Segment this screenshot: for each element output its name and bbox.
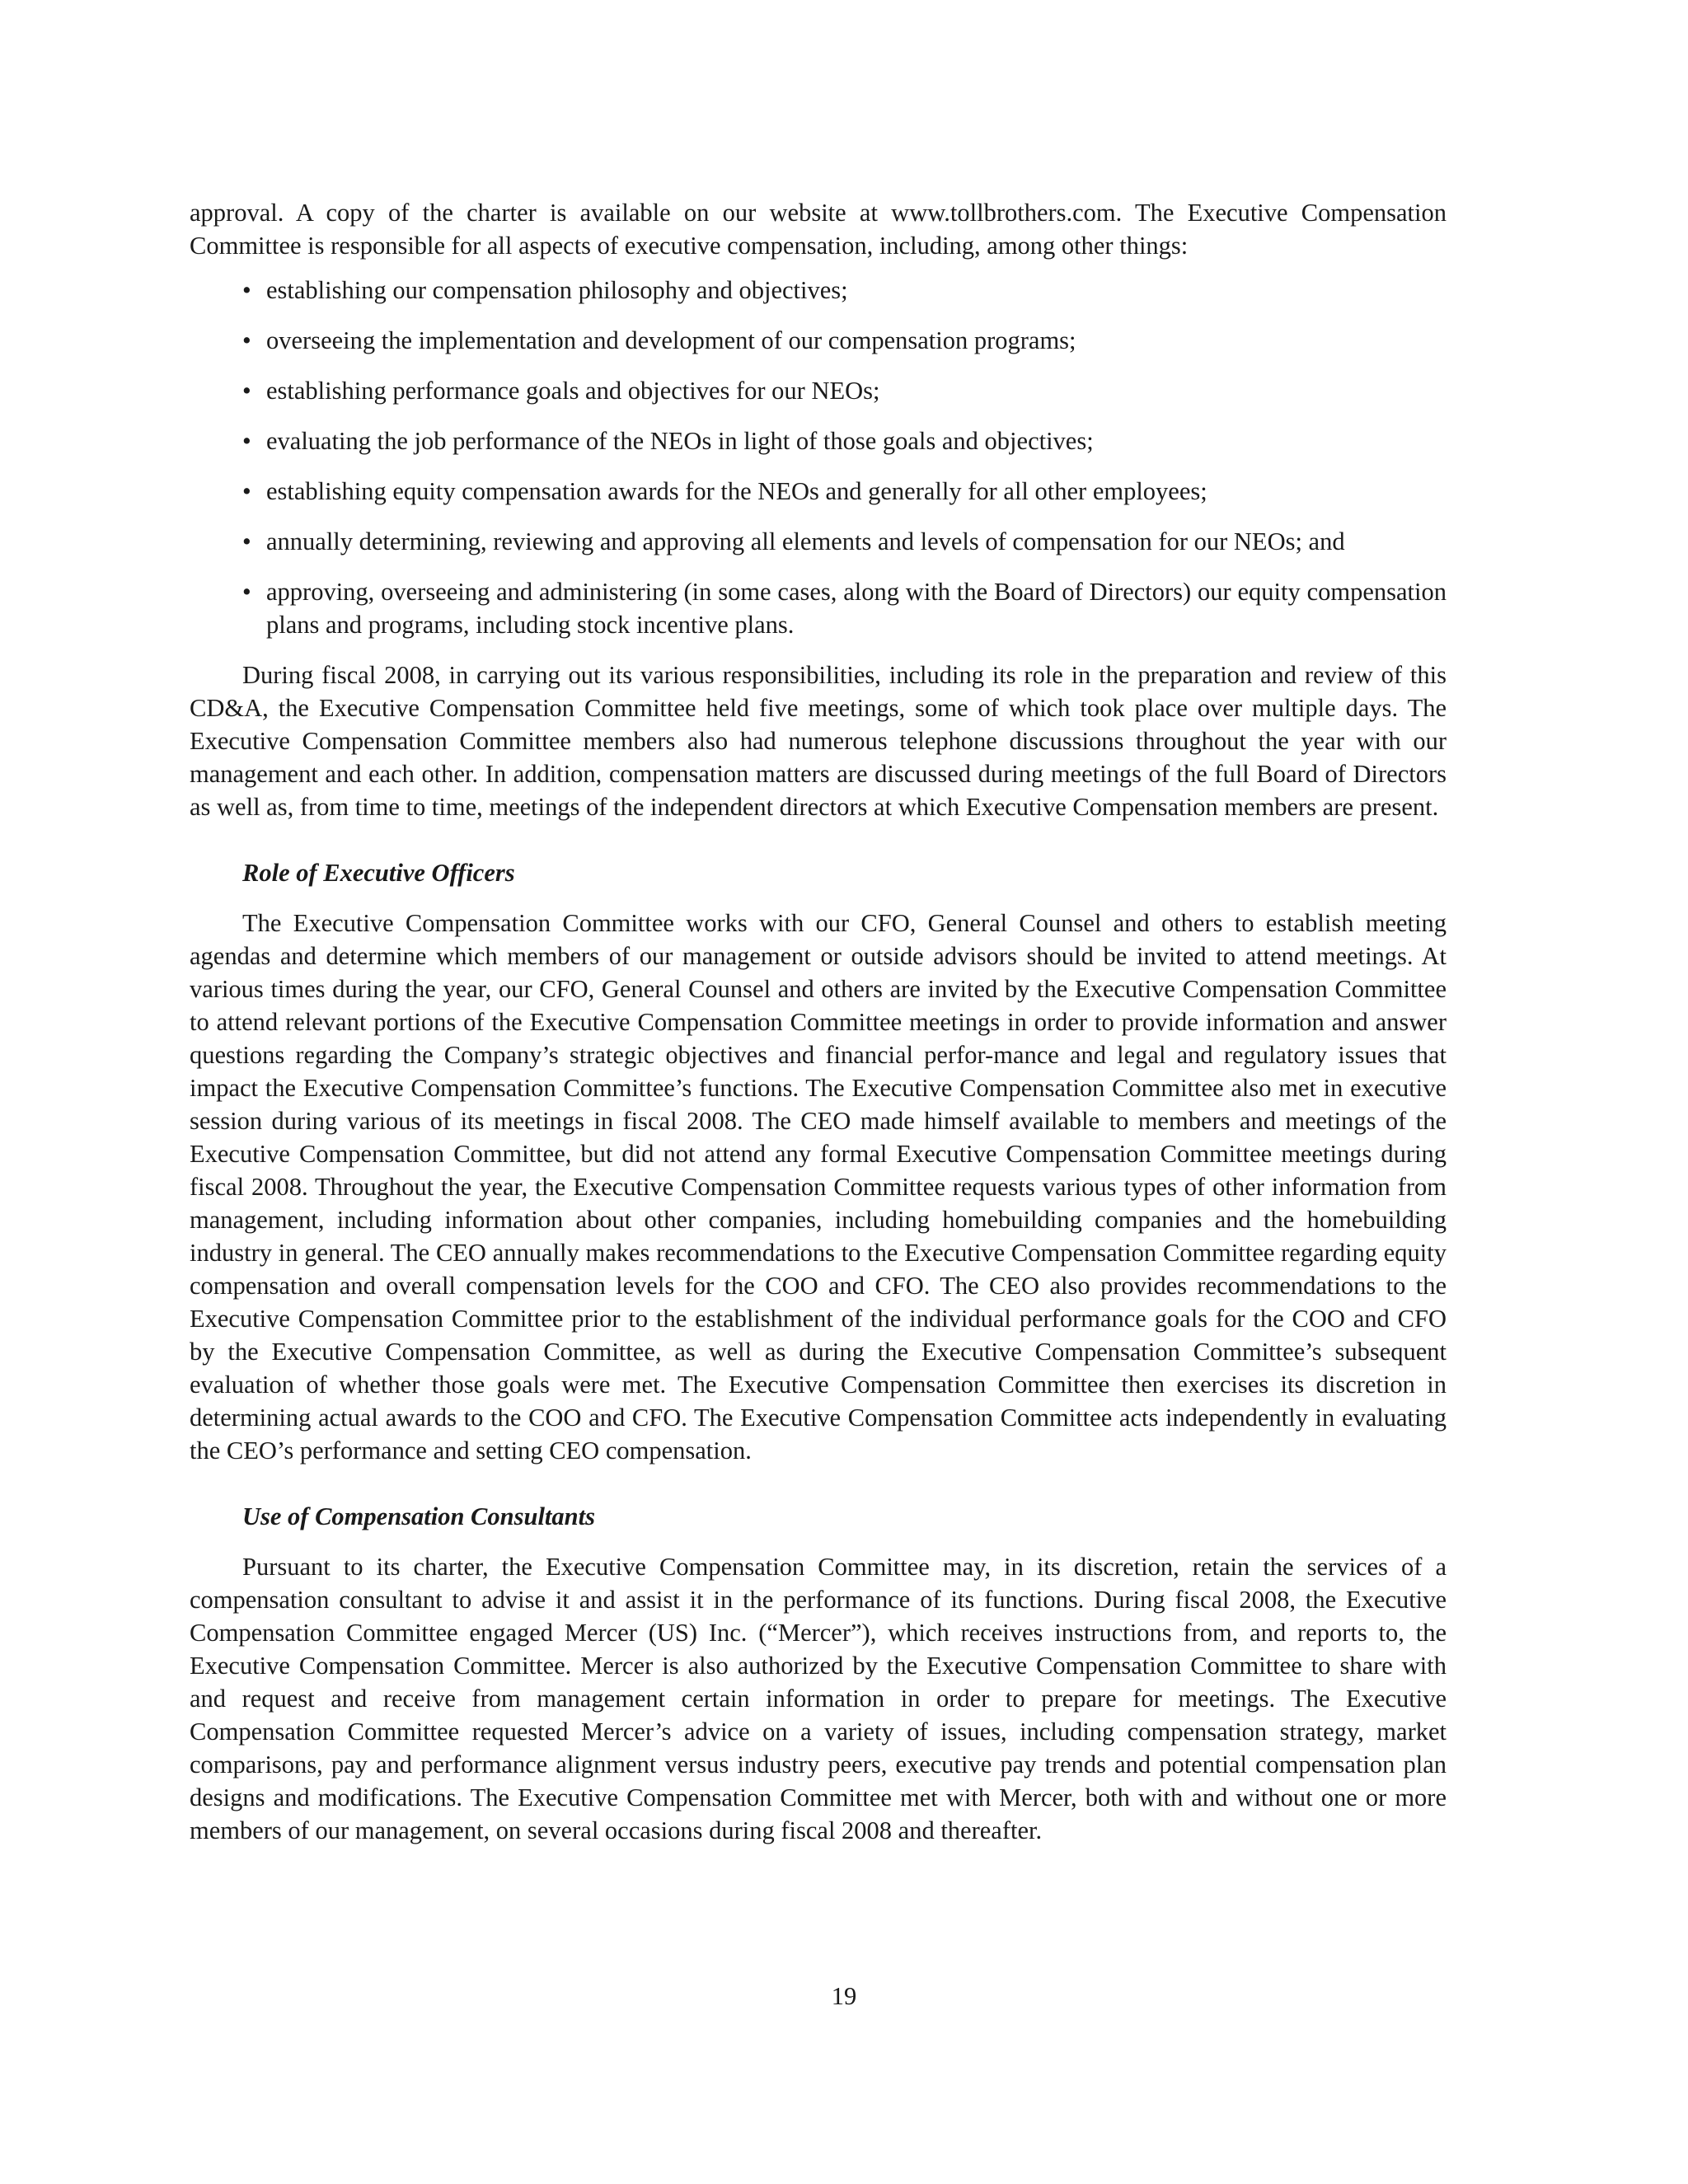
list-item <box>190 575 1447 641</box>
responsibilities-list <box>190 274 1447 641</box>
list-item-text: evaluating the job performance of the NEOs in light of those goals and objectives; <box>266 427 1094 455</box>
list-item <box>190 424 1447 457</box>
page-number: 19 <box>831 1982 857 2010</box>
list-item <box>190 324 1447 357</box>
intro-paragraph: approval. A copy of the charter is available on our website at www.tollbrothers.com. The Executive Compensation Committee is responsible for all aspects of executive compensation, including, among other things: <box>190 199 1447 260</box>
bullet-icon: • <box>242 276 251 304</box>
list-item-text: overseeing the implementation and development of our compensation programs; <box>266 326 1076 354</box>
bullet-icon: • <box>242 427 251 455</box>
compensation-consultants-paragraph: Pursuant to its charter, the Executive Compensation Committee may, in its discretion, retain the services of a compensation consultant to advise it and assist it in the performance of its functions. During fiscal 2008, the Executive Compensation Committee engaged Mercer (US) Inc. (“Mercer”), which receives instructions from, and reports to, the Executive Compensation Committee. Mercer is also authorized by the Executive Compensation Committee to share with and request and receive from management certain information in order to prepare for meetings. The Executive Compensation Committee requested Mercer’s advice on a variety of issues, including compensation strategy, market comparisons, pay and performance alignment versus industry peers, executive pay trends and potential compensation plan designs and modifications. The Executive Compensation Committee met with Mercer, both with and without one or more members of our management, on several occasions during fiscal 2008 and thereafter. <box>190 1553 1447 1844</box>
list-item <box>190 274 1447 307</box>
section-heading-role-of-executive-officers: Role of Executive Officers <box>242 859 515 887</box>
list-item <box>190 475 1447 508</box>
list-item-text: establishing performance goals and objectives for our NEOs; <box>266 377 880 405</box>
bullet-icon: • <box>242 326 251 354</box>
list-item-text: establishing equity compensation awards for the NEOs and generally for all other employees; <box>266 477 1207 505</box>
bullet-icon: • <box>242 477 251 505</box>
bullet-icon: • <box>242 377 251 405</box>
fiscal-2008-paragraph: During fiscal 2008, in carrying out its various responsibilities, including its role in the preparation and review of this CD&A, the Executive Compensation Committee held five meetings, some of which took place over multiple days. The Executive Compensation Committee members also had numerous telephone discussions throughout the year with our management and each other. In addition, compensation matters are discussed during meetings of the full Board of Directors as well as, from time to time, meetings of the independent directors at which Executive Compensation members are present. <box>190 661 1447 821</box>
section-heading-compensation-consultants: Use of Compensation Consultants <box>242 1502 595 1530</box>
list-item-text: annually determining, reviewing and approving all elements and levels of compensation for our NEOs; and <box>266 527 1345 555</box>
role-of-executive-officers-paragraph: The Executive Compensation Committee works with our CFO, General Counsel and others to establish meeting agendas and determine which members of our management or outside advisors should be invited to attend meetings. At various times during the year, our CFO, General Counsel and others are invited by the Executive Compensation Committee to attend relevant portions of the Executive Compensation Committee meetings in order to provide information and answer questions regarding the Company’s strategic objectives and financial perfor-mance and legal and regulatory issues that impact the Executive Compensation Committee’s functions. The Executive Compensation Committee also met in executive session during various of its meetings in fiscal 2008. The CEO made himself available to members and meetings of the Executive Compensation Committee, but did not attend any formal Executive Compensation Committee meetings during fiscal 2008. Throughout the year, the Executive Compensation Committee requests various types of other information from management, including information about other companies, including homebuilding companies and the homebuilding industry in general. The CEO annually makes recommendations to the Executive Compensation Committee regarding equity compensation and overall compensation levels for the COO and CFO. The CEO also provides recommendations to the Executive Compensation Committee prior to the establishment of the individual performance goals for the COO and CFO by the Executive Compensation Committee, as well as during the Executive Compensation Committee’s subsequent evaluation of whether those goals were met. The Executive Compensation Committee then exercises its discretion in determining actual awards to the COO and CFO. The Executive Compensation Committee acts independently in evaluating the CEO’s performance and setting CEO compensation. <box>190 909 1447 1465</box>
bullet-icon: • <box>242 578 251 606</box>
bullet-icon: • <box>242 527 251 555</box>
list-item-text: establishing our compensation philosophy and objectives; <box>266 276 848 304</box>
list-item <box>190 525 1447 558</box>
list-item-text: approving, overseeing and administering (in some cases, along with the Board of Directors) our equity compensation plans and programs, including stock incentive plans. <box>266 578 1447 639</box>
document-page <box>190 196 1447 1847</box>
list-item <box>190 374 1447 407</box>
